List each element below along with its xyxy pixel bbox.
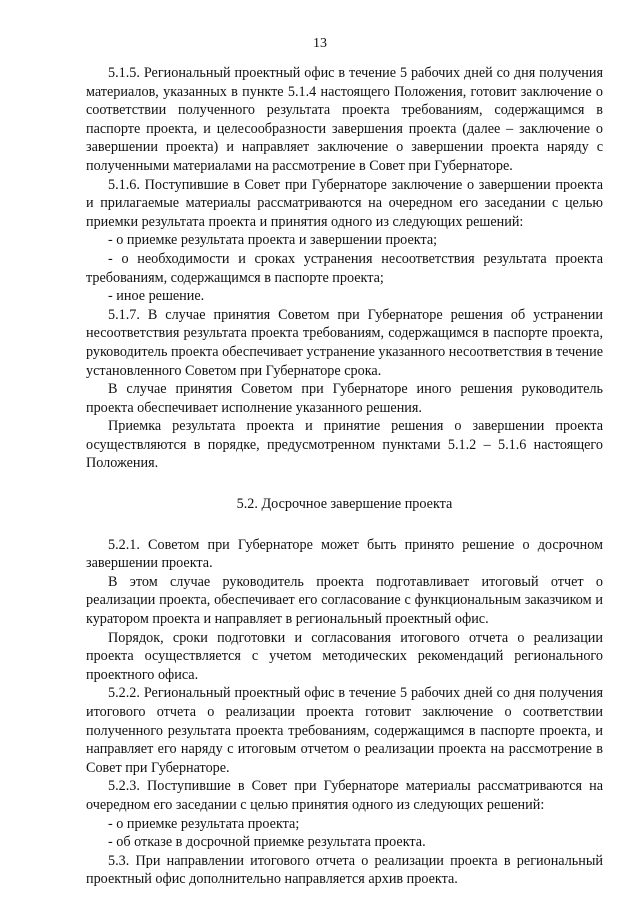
paragraph-acceptance-procedure: Приемка результата проекта и принятие решения о завершении проекта осуществляются в порядке, предусмотренном пунктами 5.1.2 – 5.1.6 настоящего Положения. [86, 418, 603, 472]
page-number: 13 [313, 36, 327, 51]
list-item-result-acceptance: - о приемке результата проекта; [108, 815, 300, 832]
section-heading: 5.2. Досрочное завершение проекта [236, 496, 453, 513]
paragraph-5-2-3: 5.2.3. Поступившие в Совет при Губернаторе материалы рассматриваются на очередном его заседании с целью принятия одного из следующих решений: [86, 778, 603, 813]
list-item-acceptance: - о приемке результата проекта и завершении проекта; [108, 232, 438, 249]
paragraph-5-3: 5.3. При направлении итогового отчета о реализации проекта в региональный проектный офис дополнительно направляется архив проекта. [86, 852, 603, 888]
list-item-other-decision: - иное решение. [108, 288, 205, 305]
paragraph-report-procedure: Порядок, сроки подготовки и согласования итогового отчета о реализации проекта осуществляется с учетом методических рекомендаций регионального проектного офиса. [86, 629, 603, 683]
paragraph-other-decision: В случае принятия Советом при Губернаторе иного решения руководитель проекта обеспечивает исполнение указанного решения. [86, 381, 603, 416]
paragraph-5-1-5: 5.1.5. Региональный проектный офис в течение 5 рабочих дней со дня получения материалов, указанных в пункте 5.1.4 настоящего Положения, готовит заключение о соответствии полученного результата проекта требованиям, содержащимся в паспорте проекта, и целесообразности завершения проекта (далее – заключение о завершении проекта) и направляет заключение о завершении проекта наряду с полученными материалами на рассмотрение в Совет при Губернаторе. [86, 65, 603, 174]
paragraph-final-report: В этом случае руководитель проекта подготавливает итоговый отчет о реализации проекта, обеспечивает его согласование с функциональным заказчиком и куратором проекта и направляет в региональный проектный офис. [86, 573, 603, 628]
document-body [86, 64, 603, 889]
paragraph-5-2-1: 5.2.1. Советом при Губернаторе может быть принято решение о досрочном завершении проекта. [86, 536, 603, 572]
paragraph-5-1-6: 5.1.6. Поступившие в Совет при Губернаторе заключение о завершении проекта и прилагаемые материалы рассматриваются на очередном его заседании с целью приемки результата проекта и принятия одного из следующих решений: [86, 176, 603, 230]
list-item-refusal: - об отказе в досрочной приемке результата проекта. [108, 834, 426, 851]
list-item-correction: - о необходимости и сроках устранения несоответствия результата проекта требованиям, содержащимся в паспорте проекта; [86, 250, 603, 286]
paragraph-5-2-2: 5.2.2. Региональный проектный офис в течение 5 рабочих дней со дня получения итогового отчета о реализации проекта готовит заключение о соответствии полученного результата проекта требованиям, содержащимся в паспорте проекта, и направляет его наряду с итоговым отчетом о реализации проекта на рассмотрение в Совет при Губернаторе. [86, 685, 603, 776]
paragraph-5-1-7: 5.1.7. В случае принятия Советом при Губернаторе решения об устранении несоответствия результата проекта требованиям, содержащимся в паспорте проекта, руководитель проекта обеспечивает устранение указанного несоответствия в течение установленного Советом при Губернаторе срока. [86, 306, 603, 379]
